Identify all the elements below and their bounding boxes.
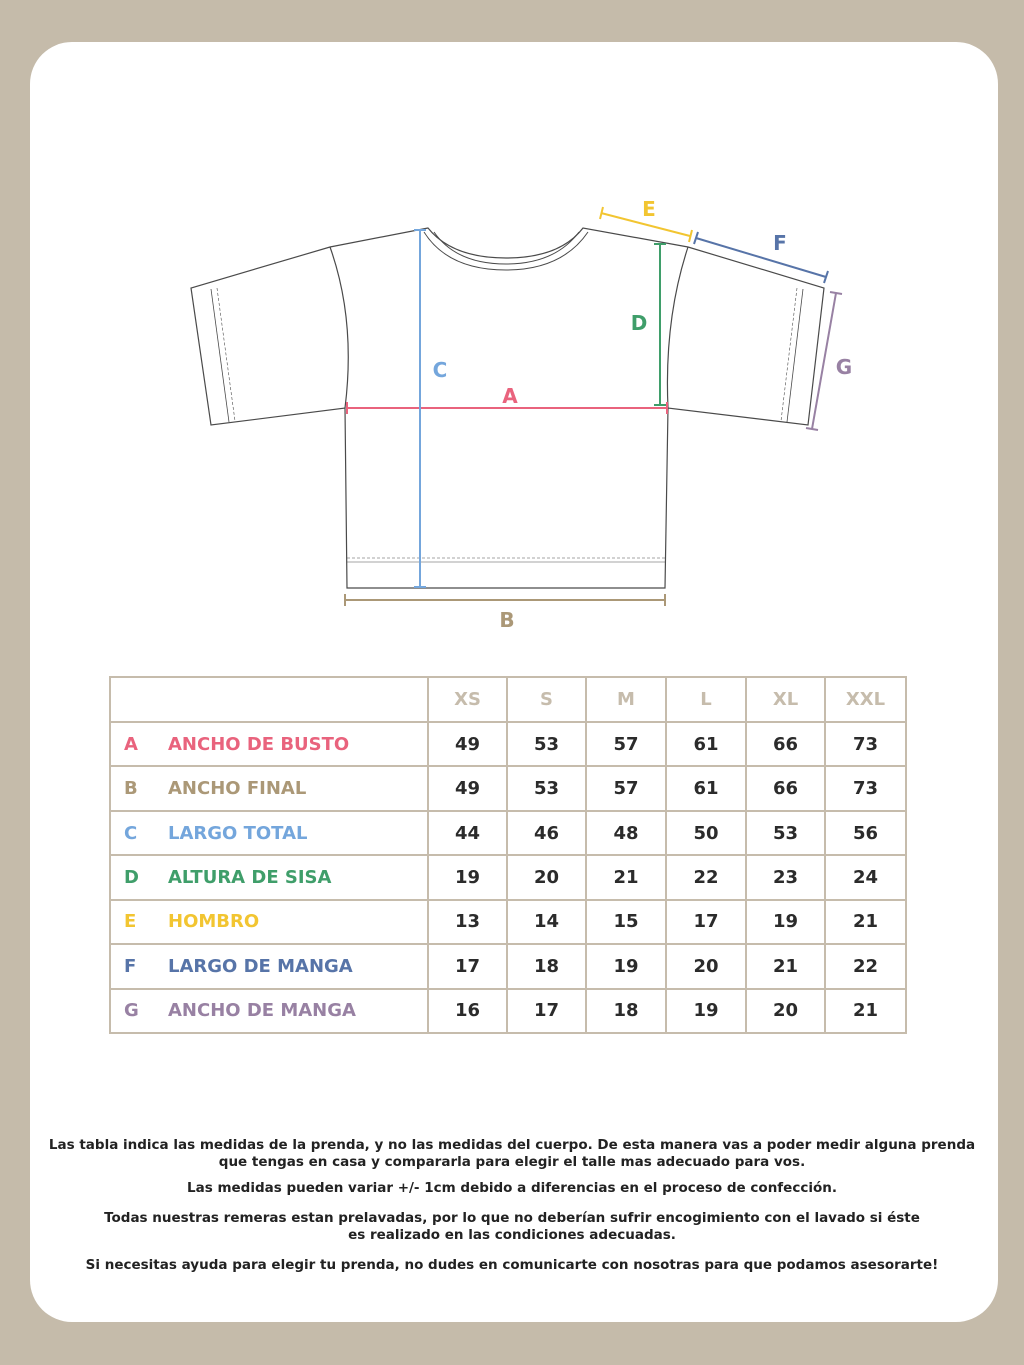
table-row bbox=[110, 989, 906, 1033]
measure-value-xxl: 56 bbox=[825, 811, 906, 855]
measure-value-m: 21 bbox=[586, 855, 666, 899]
header-size-l: L bbox=[666, 677, 746, 722]
measure-value-xl: 20 bbox=[746, 989, 825, 1033]
measure-value-m: 48 bbox=[586, 811, 666, 855]
note-line-3b: es realizado en las condiciones adecuadas. bbox=[348, 1227, 676, 1243]
measure-value-xxl: 21 bbox=[825, 900, 906, 944]
measure-name-cell bbox=[110, 766, 428, 810]
measure-value-xl: 66 bbox=[746, 766, 825, 810]
note-paragraph-3 bbox=[40, 1210, 984, 1244]
measure-line-f bbox=[694, 232, 828, 283]
label-b: B bbox=[499, 608, 515, 632]
measure-name-cell bbox=[110, 944, 428, 988]
measure-value-s: 53 bbox=[507, 766, 586, 810]
measure-value-xs: 49 bbox=[428, 766, 507, 810]
header-size-s: S bbox=[507, 677, 586, 722]
measure-value-m: 15 bbox=[586, 900, 666, 944]
header-size-xxl: XXL bbox=[825, 677, 906, 722]
measure-value-s: 46 bbox=[507, 811, 586, 855]
measure-value-s: 17 bbox=[507, 989, 586, 1033]
notes-section bbox=[40, 1137, 984, 1283]
note-line-4: Si necesitas ayuda para elegir tu prenda, no dudes en comunicarte con nosotras para que podamos asesorarte! bbox=[85, 1257, 939, 1273]
note-line-1a: Las tabla indica las medidas de la prenda, y no las medidas del cuerpo. De esta manera vas a poder medir alguna prenda bbox=[48, 1137, 976, 1153]
table-header-row bbox=[110, 677, 906, 722]
measure-label: LARGO DE MANGA bbox=[168, 955, 353, 977]
measure-value-xxl: 21 bbox=[825, 989, 906, 1033]
header-size-xs: XS bbox=[428, 677, 507, 722]
measure-value-xs: 44 bbox=[428, 811, 507, 855]
measure-value-xs: 49 bbox=[428, 722, 507, 766]
measure-value-xxl: 73 bbox=[825, 722, 906, 766]
measure-value-l: 50 bbox=[666, 811, 746, 855]
note-paragraph-2 bbox=[40, 1180, 984, 1197]
measure-label: HOMBRO bbox=[168, 911, 260, 933]
measure-name-cell bbox=[110, 811, 428, 855]
measure-value-s: 14 bbox=[507, 900, 586, 944]
measure-letter: B bbox=[124, 778, 138, 800]
label-g: G bbox=[835, 355, 853, 379]
label-c: C bbox=[432, 358, 448, 382]
measure-label: LARGO TOTAL bbox=[168, 822, 308, 844]
measure-value-xs: 16 bbox=[428, 989, 507, 1033]
header-blank bbox=[110, 677, 428, 722]
note-line-3a: Todas nuestras remeras estan prelavadas, por lo que no deberían sufrir encogimiento con el lavado si éste bbox=[104, 1210, 920, 1226]
measure-value-xxl: 24 bbox=[825, 855, 906, 899]
measure-value-l: 20 bbox=[666, 944, 746, 988]
table-row bbox=[110, 944, 906, 988]
measure-label: ANCHO DE MANGA bbox=[168, 1000, 356, 1022]
measure-label: ANCHO DE BUSTO bbox=[168, 733, 350, 755]
tshirt-diagram bbox=[0, 0, 1024, 660]
measure-value-m: 57 bbox=[586, 766, 666, 810]
table-row bbox=[110, 900, 906, 944]
measure-line-d bbox=[654, 244, 666, 405]
label-e: E bbox=[642, 197, 656, 221]
measure-value-l: 61 bbox=[666, 722, 746, 766]
label-d: D bbox=[630, 311, 648, 335]
note-paragraph-1 bbox=[40, 1137, 984, 1171]
measure-value-m: 57 bbox=[586, 722, 666, 766]
measure-label: ALTURA DE SISA bbox=[168, 866, 332, 888]
measure-value-xl: 19 bbox=[746, 900, 825, 944]
measure-line-b bbox=[345, 594, 665, 606]
measure-letter: A bbox=[124, 733, 138, 755]
measure-name-cell bbox=[110, 900, 428, 944]
measure-label: ANCHO FINAL bbox=[168, 778, 307, 800]
header-size-xl: XL bbox=[746, 677, 825, 722]
label-f: F bbox=[773, 231, 787, 255]
measure-value-m: 19 bbox=[586, 944, 666, 988]
measure-letter: E bbox=[124, 911, 137, 933]
table-row bbox=[110, 766, 906, 810]
measure-value-xs: 17 bbox=[428, 944, 507, 988]
table-row bbox=[110, 722, 906, 766]
measure-value-xl: 21 bbox=[746, 944, 825, 988]
note-line-2: Las medidas pueden variar +/- 1cm debido a diferencias en el proceso de confección. bbox=[187, 1180, 837, 1196]
measure-letter: D bbox=[124, 866, 139, 888]
measure-value-l: 19 bbox=[666, 989, 746, 1033]
table-row bbox=[110, 811, 906, 855]
size-table bbox=[109, 676, 907, 1034]
measure-value-m: 18 bbox=[586, 989, 666, 1033]
measure-value-xl: 23 bbox=[746, 855, 825, 899]
measure-value-s: 53 bbox=[507, 722, 586, 766]
note-paragraph-4 bbox=[40, 1257, 984, 1274]
note-line-1b: que tengas en casa y compararla para elegir el talle mas adecuado para vos. bbox=[218, 1154, 806, 1170]
measure-name-cell bbox=[110, 722, 428, 766]
measure-value-xl: 53 bbox=[746, 811, 825, 855]
measure-value-l: 17 bbox=[666, 900, 746, 944]
measure-value-s: 18 bbox=[507, 944, 586, 988]
measure-value-xl: 66 bbox=[746, 722, 825, 766]
measure-value-xs: 19 bbox=[428, 855, 507, 899]
measure-value-xxl: 22 bbox=[825, 944, 906, 988]
measure-value-s: 20 bbox=[507, 855, 586, 899]
measure-value-l: 22 bbox=[666, 855, 746, 899]
measure-name-cell bbox=[110, 855, 428, 899]
measure-letter: F bbox=[124, 955, 137, 977]
measure-value-l: 61 bbox=[666, 766, 746, 810]
table-row bbox=[110, 855, 906, 899]
measure-name-cell bbox=[110, 989, 428, 1033]
header-size-m: M bbox=[586, 677, 666, 722]
measure-letter: G bbox=[124, 1000, 139, 1022]
measure-value-xxl: 73 bbox=[825, 766, 906, 810]
measure-value-xs: 13 bbox=[428, 900, 507, 944]
label-a: A bbox=[502, 384, 518, 408]
measure-letter: C bbox=[124, 822, 138, 844]
